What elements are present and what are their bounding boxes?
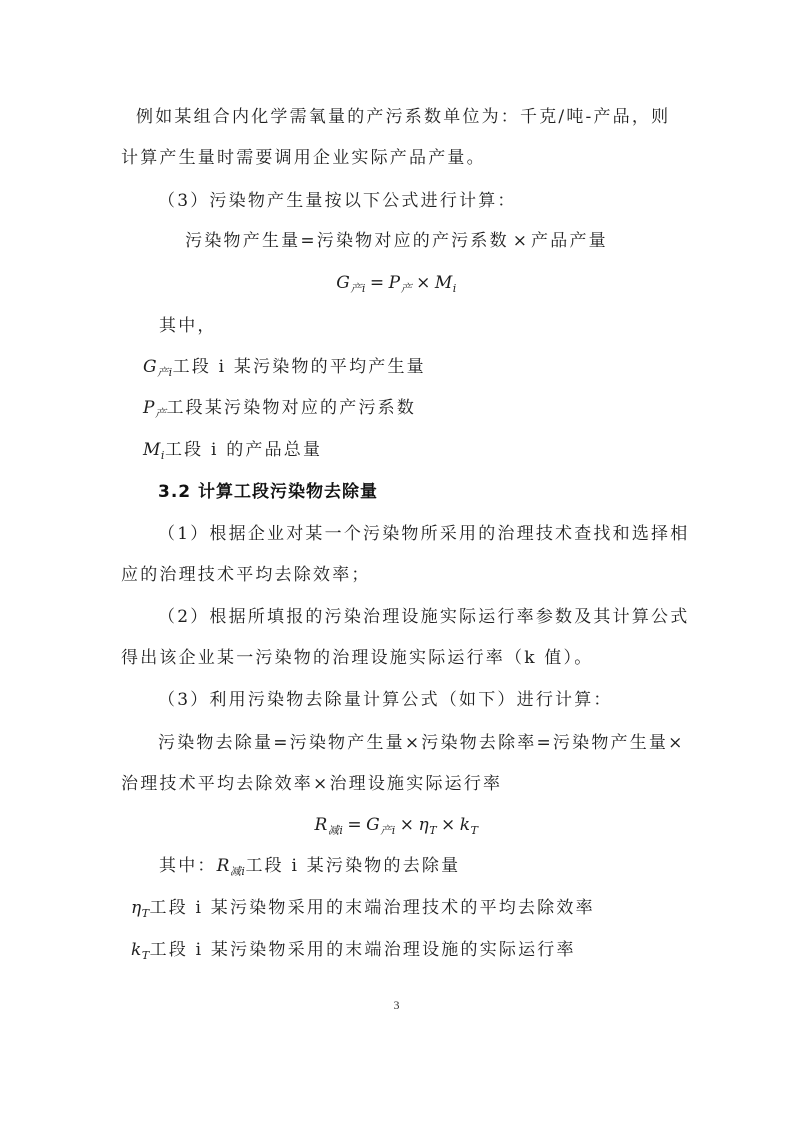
definition-k: [131, 938, 576, 968]
section-heading: 3.2 计算工段污染物去除量: [158, 482, 379, 502]
symbol-eta: η: [418, 815, 430, 835]
symbol-m: M: [434, 273, 453, 293]
formula-text: 污染物产生量=污染物对应的产污系数: [185, 231, 509, 251]
definition-text: 工段 i 某污染物采用的末端治理技术的平均去除效率: [149, 898, 595, 918]
times-sign: ×: [512, 231, 528, 251]
formula-text-line: [0, 229, 793, 253]
page-number: 3: [393, 998, 400, 1012]
times-sign: ×: [441, 815, 456, 835]
formula-g-equation: [0, 271, 793, 301]
where-label: 其中：: [159, 856, 217, 876]
symbol-r: $R_{减i}$: [216, 856, 246, 878]
paragraph-line: 计算产生量时需要调用企业实际产品产量。: [121, 148, 486, 168]
definition-text: 工段 i 某污染物采用的末端治理设施的实际运行率: [149, 940, 576, 960]
formula-text-line: 治理技术平均去除效率×治理设施实际运行率: [121, 774, 503, 794]
paragraph-line: （2）根据所填报的污染治理设施实际运行率参数及其计算公式: [158, 607, 690, 627]
definition-g: [143, 355, 426, 385]
paragraph-line: 应的治理技术平均去除效率；: [121, 565, 371, 585]
symbol-g: G: [366, 815, 381, 835]
subscript-chan: 产: [380, 824, 392, 837]
subscript-i: i: [361, 282, 366, 295]
subscript-chan: 产: [350, 282, 362, 295]
formula-text-line: 污染物去除量=污染物产生量×污染物去除率=污染物产生量×: [158, 733, 685, 753]
subscript-jian: 减: [327, 824, 340, 837]
where-label: 其中，: [159, 316, 217, 336]
formula-text-tail: 产品产量: [531, 231, 608, 251]
symbol-g: G: [336, 273, 351, 293]
paragraph-line: （3）利用污染物去除量计算公式（如下）进行计算：: [158, 690, 613, 710]
symbol-p: $P_产$: [143, 398, 167, 420]
definition-p: [143, 396, 416, 426]
definition-text: 工段 i 某污染物的去除量: [245, 856, 461, 876]
symbol-r: R: [314, 815, 328, 835]
formula-r-equation: [0, 813, 793, 843]
definition-m: [143, 438, 322, 468]
symbol-m: $M_i$: [143, 440, 165, 462]
paragraph-line: （1）根据企业对某一个污染物所采用的治理技术查找和选择相: [158, 524, 690, 544]
paragraph-line: 得出该企业某一污染物的治理设施实际运行率（k 值）。: [121, 648, 594, 668]
equals-sign: =: [369, 273, 385, 293]
times-sign: ×: [399, 815, 415, 835]
subscript-i: i: [339, 824, 344, 837]
equals-sign: =: [347, 815, 363, 835]
symbol-g: $G_{产i}$: [143, 357, 173, 379]
symbol-eta: $\eta_T$: [131, 898, 150, 920]
definition-eta: [131, 896, 595, 926]
definition-r: [159, 854, 460, 884]
times-sign: ×: [416, 273, 431, 293]
definition-text: 工段某污染物对应的产污系数: [166, 398, 417, 418]
subscript-i: i: [391, 824, 396, 837]
subscript-chan: 产: [400, 282, 413, 295]
subscript-i: i: [452, 282, 457, 295]
definition-text: 工段 i 的产品总量: [164, 440, 323, 460]
symbol-k: k: [459, 815, 471, 835]
definition-text: 工段 i 某污染物的平均产生量: [172, 357, 426, 377]
paragraph-line: 例如某组合内化学需氧量的产污系数单位为：千克/吨-产品，则: [136, 107, 671, 127]
paragraph-line: （3）污染物产生量按以下公式进行计算：: [158, 191, 517, 211]
symbol-p: P: [388, 273, 401, 293]
subscript-t: T: [470, 824, 479, 837]
subscript-t: T: [429, 824, 438, 837]
symbol-k: $k_T$: [131, 940, 150, 962]
